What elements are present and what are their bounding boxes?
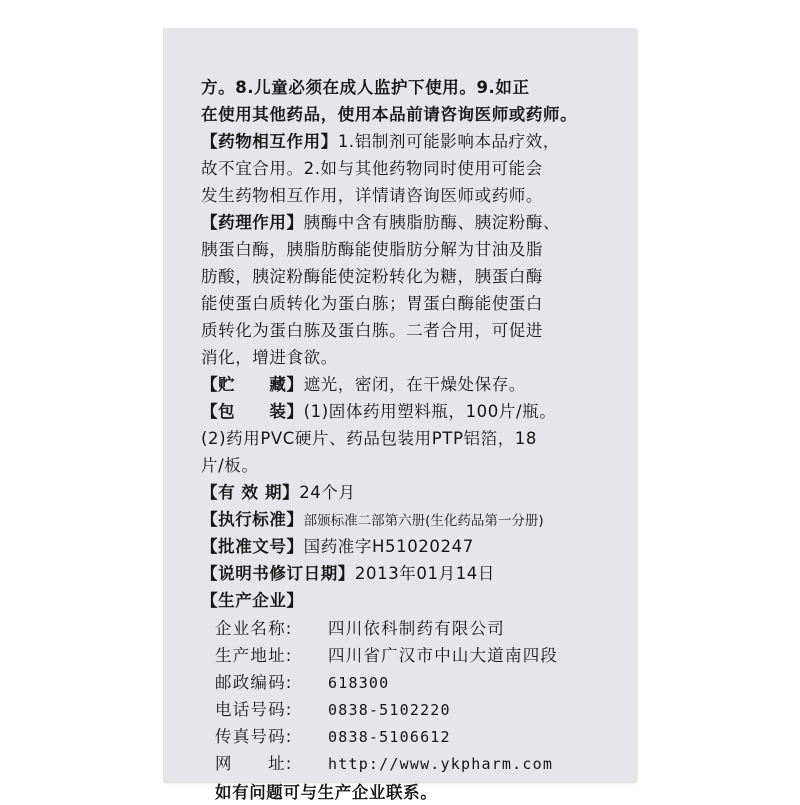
section-header-standard: 【执行标准】 [201,510,304,529]
standard-text: 部颁标准二部第六册(生化药品第一分册) [303,513,544,529]
revision-date: 2013年01月14日 [354,564,495,583]
company-fax-label: 传真号码: [215,727,293,746]
company-fax-value: 0838-5106612 [328,728,451,746]
revision-date-line [201,561,495,586]
package-text: (1)固体药用塑料瓶，100片/瓶。 [303,402,557,421]
company-website-value: http://www.ykpharm.com [328,755,554,773]
pharmacology-line-2: 胰蛋白酶，胰脂肪酶能使脂肪分解为甘油及脂 [201,240,543,259]
section-header-expiry: 【有 效 期】 [201,483,300,502]
section-header-pharmacology: 【药理作用】 [201,213,304,232]
standard-line [201,507,544,534]
expiry-text: 24个月 [299,483,356,502]
company-website-row [215,751,553,777]
company-name-value: 四川依科制药有限公司 [328,619,505,638]
company-name-label: 企业名称: [215,619,293,638]
storage-text: 遮光，密闭，在干燥处保存。 [303,375,526,394]
company-phone-label: 电话号码: [215,700,293,719]
expiry-line [201,480,356,505]
section-header-approval: 【批准文号】 [201,537,304,556]
section-header-storage: 【贮 藏】 [201,375,304,394]
package-line-3: 片/板。 [201,456,259,475]
section-header-manufacturer: 【生产企业】 [201,591,304,610]
company-postcode-label: 邮政编码: [215,673,293,692]
interactions-line-1 [201,129,560,154]
interactions-line-2: 故不宜合用。2.如与其他药物同时使用可能会 [201,159,543,178]
pharmacology-line-3: 肪酸，胰淀粉酶能使淀粉转化为糖，胰蛋白酶 [201,267,543,286]
company-fax-row [215,724,451,750]
pharmacology-line-6: 消化，增进食欲。 [201,348,338,367]
approval-line [201,534,474,559]
section-header-package: 【包 装】 [201,402,304,421]
approval-number: 国药准字H51020247 [303,537,474,556]
company-name-row [215,616,505,641]
company-website-label: 网 址: [215,754,293,773]
section-header-revision-date: 【说明书修订日期】 [201,564,355,583]
interactions-text: 1.铝制剂可能影响本品疗效， [337,132,560,151]
pharmacology-text: 胰酶中含有胰脂肪酶、胰淀粉酶、 [303,213,561,232]
section-header-interactions: 【药物相互作用】 [201,132,338,151]
pharmacology-line-5: 质转化为蛋白胨及蛋白胨。二者合用，可促进 [201,321,543,340]
storage-line [201,372,526,397]
leaflet-sheet [163,28,636,802]
precautions-line-2: 在使用其他药品，使用本品前请咨询医师或药师。 [201,105,578,124]
company-postcode-row [215,670,389,696]
interactions-line-3: 发生药物相互作用，详情请咨询医师或药师。 [201,186,543,205]
company-address-row [215,643,558,668]
pharmacology-line-1 [201,210,560,235]
pharmacology-line-4: 能使蛋白质转化为蛋白胨；胃蛋白酶能使蛋白 [201,294,543,313]
contact-footer: 如有问题可与生产企业联系。 [215,783,438,802]
company-address-value: 四川省广汉市中山大道南四段 [328,646,559,665]
package-line-1 [201,399,556,424]
company-postcode-value: 618300 [328,674,390,692]
company-phone-row [215,697,451,723]
precautions-line-1: 方。8.儿童必须在成人监护下使用。9.如正 [201,78,530,97]
company-address-label: 生产地址: [215,646,293,665]
company-phone-value: 0838-5102220 [328,701,451,719]
package-line-2: (2)药用PVC硬片、药品包装用PTP铝箔，18 [201,429,538,448]
